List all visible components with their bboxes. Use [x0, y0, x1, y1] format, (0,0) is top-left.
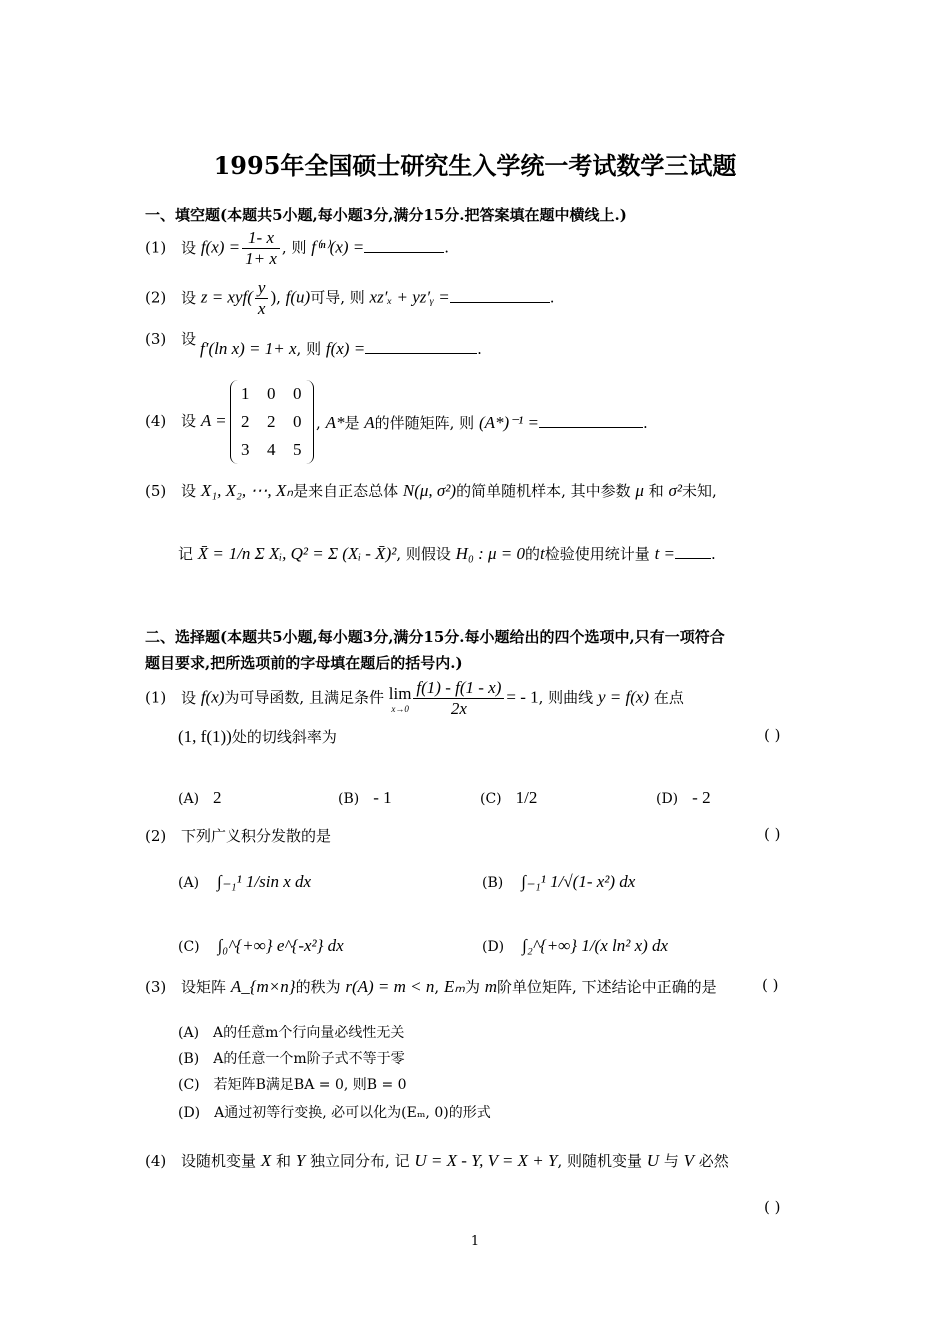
s2-q3: (3) 设矩阵 A_{m×n}的秩为 r(A) = m < n, Eₘ为 m阶单位矩阵, 下述结论中正确的是	[145, 977, 717, 996]
q-number: (1)	[145, 238, 167, 257]
answer-paren[interactable]: ( )	[764, 825, 781, 843]
s2-q1-option-d[interactable]: (D) - 2	[656, 788, 711, 807]
answer-blank	[364, 238, 444, 253]
answer-blank	[450, 288, 550, 303]
fraction: $\frac{f(1) - f(1 - x)}{2x}$	[413, 678, 504, 719]
answer-blank	[675, 544, 711, 559]
s2-q2-option-b[interactable]: (B) ∫₋₁¹ 1/√(1- x²) dx	[482, 872, 636, 891]
s1-q5-line2: 记 X̄ = 1/n Σ Xᵢ, Q² = Σ (Xᵢ - X̄)², 则假设 H₀ : μ = 0的t检验使用统计量 t = .	[178, 544, 716, 563]
fraction: $\frac{1- x}{1+ x}$	[242, 228, 280, 269]
s1-q5: (5) 设 X₁, X₂, ⋯, Xₙ是来自正态总体 N(μ, σ²)的简单随机样本, 其中参数 μ 和 σ²未知,	[145, 481, 717, 500]
s1-q2: (2) 设 z = xyf( $\frac{y}{x}$ ), f(u)可导, 则 xz′ₓ + yz′ᵧ = .	[145, 278, 555, 318]
answer-paren[interactable]: ( )	[762, 976, 779, 994]
section1-heading: 一、填空题(本题共5小题,每小题3分,满分15分.把答案填在题中横线上.)	[145, 206, 627, 224]
page-title: 1995年全国硕士研究生入学统一考试数学三试题	[213, 151, 737, 180]
s2-q1-option-a[interactable]: (A) 2	[178, 788, 222, 807]
s2-q1: (1) 设 f(x)为可导函数, 且满足条件 lim x→0 $\frac{f(1) - f(1 - x)}{2x}$ = - 1, 则曲线 y = f(x) 在点	[145, 678, 684, 718]
section2-heading-1: 二、选择题(本题共5小题,每小题3分,满分15分.每小题给出的四个选项中,只有一项符合	[145, 628, 725, 646]
answer-blank	[365, 339, 477, 354]
matrix-A: 1 0 0 2 2 0 3 4 5	[230, 380, 314, 464]
answer-paren[interactable]: ( )	[764, 726, 781, 744]
s2-q3-option-b[interactable]: (B) A的任意一个m阶子式不等于零	[178, 1051, 405, 1067]
s2-q3-option-c[interactable]: (C) 若矩阵B满足BA = 0, 则B = 0	[178, 1077, 407, 1093]
s2-q1-line2: (1, f(1))处的切线斜率为	[178, 727, 337, 746]
s2-q3-option-a[interactable]: (A) A的任意m个行向量必线性无关	[178, 1025, 405, 1041]
fraction: $\frac{y}{x}$	[255, 278, 269, 319]
s2-q3-option-d[interactable]: (D) A通过初等行变换, 必可以化为(Eₘ, 0)的形式	[178, 1105, 491, 1121]
page-number: 1	[470, 1234, 480, 1249]
s2-q1-option-b[interactable]: (B) - 1	[338, 788, 392, 807]
answer-paren[interactable]: ( )	[764, 1198, 781, 1216]
s1-q3: (3) 设	[145, 330, 197, 348]
s1-q4-tail: , A*是 A的伴随矩阵, 则 (A*)⁻¹ = .	[316, 413, 648, 432]
section2-heading-2: 题目要求,把所选项前的字母填在题后的括号内.)	[145, 654, 463, 672]
s1-q1: (1) 设 f(x) = $\frac{1- x}{1+ x}$ , 则 f⁽ⁿ⁾(x) = .	[145, 228, 450, 268]
s1-q3-body: f′(ln x) = 1+ x, 则 f(x) = .	[200, 339, 482, 358]
s1-q4: (4) 设 A =	[145, 411, 227, 430]
s2-q2-option-a[interactable]: (A) ∫₋₁¹ 1/sin x dx	[178, 872, 312, 891]
s2-q2-option-c[interactable]: (C) ∫₀^{+∞} e^{-x²} dx	[178, 936, 344, 955]
s2-q2: (2) 下列广义积分发散的是	[145, 827, 332, 845]
s2-q4: (4) 设随机变量 X 和 Y 独立同分布, 记 U = X - Y, V = X + Y, 则随机变量 U 与 V 必然	[145, 1151, 729, 1170]
answer-blank	[539, 413, 643, 428]
s2-q1-option-c[interactable]: (C) 1/2	[480, 788, 538, 807]
s2-q2-option-d[interactable]: (D) ∫₂^{+∞} 1/(x ln² x) dx	[482, 936, 669, 955]
limit: lim x→0	[388, 683, 412, 714]
